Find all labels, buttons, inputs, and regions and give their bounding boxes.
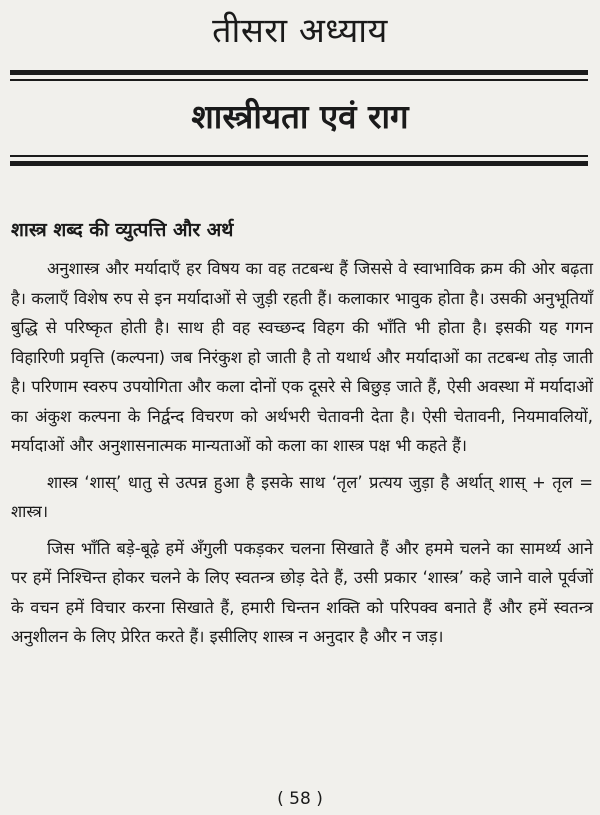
paragraph: जिस भाँति बड़े-बूढ़े हमें अँगुली पकड़कर चलना सिखाते हैं और हममे चलने का सामर्थ्य आने पर हमें निश्चिन्त होकर चलने के लिए स्वतन्त्र छोड़ देते हैं, उसी प्रकार ‘शास्त्र’ कहे जाने वाले पूर्वजों के वचन हमें विचार करना सिखाते हैं, हमारी चिन्तन शक्ति को परिपक्व बनाते हैं और हमें स्वतन्त्र अनुशीलन के लिए प्रेरित करते हैं। इसीलिए शास्त्र न अनुदार है और न जड़। bbox=[11, 538, 593, 646]
bottom-divider-thick bbox=[10, 161, 588, 166]
body-text bbox=[11, 254, 593, 659]
page-number: ( 58 ) bbox=[277, 789, 323, 809]
bottom-divider-thin bbox=[10, 155, 588, 157]
subheading: शास्त्र शब्द की व्युत्पत्ति और अर्थ bbox=[11, 219, 234, 241]
paragraph: शास्त्र ‘शास्’ धातु से उत्पन्न हुआ है इसके साथ ‘तृल’ प्रत्यय जुड़ा है अर्थात् शास् + तृल = शास्त्र। bbox=[11, 472, 593, 521]
paragraph: अनुशास्त्र और मर्यादाएँ हर विषय का वह तटबन्ध हैं जिससे वे स्वाभाविक क्रम की ओर बढ़ता है। कलाएँ विशेष रुप से इन मर्यादाओं से जुड़ी रहती हैं। कलाकार भावुक होता है। उसकी अनुभूतियाँ बुद्धि से परिष्कृत होती है। साथ ही वह स्वच्छन्द विहग की भाँति भी होता है। इसकी यह गगन विहारिणी प्रवृत्ति (कल्पना) जब निरंकुश हो जाती है तो यथार्थ और मर्यादाओं का तटबन्ध तोड़ जाती है। परिणाम स्वरुप उपयोगिता और कला दोनों एक दूसरे से बिछुड़ जाते हैं, ऐसी अवस्था में मर्यादाओं का अंकुश कल्पना के निर्द्वन्द विचरण को अर्थभरी चेतावनी देता है। ऐसी चेतावनी, नियमावलियों, मर्यादाओं और अनुशासनात्मक मान्यताओं को कला का शास्त्र पक्ष भी कहते हैं। bbox=[11, 259, 593, 455]
top-divider-thick bbox=[10, 70, 588, 75]
section-title: शास्त्रीयता एवं राग bbox=[191, 97, 409, 136]
top-divider-thin bbox=[10, 79, 588, 81]
chapter-title: तीसरा अध्याय bbox=[212, 11, 388, 51]
